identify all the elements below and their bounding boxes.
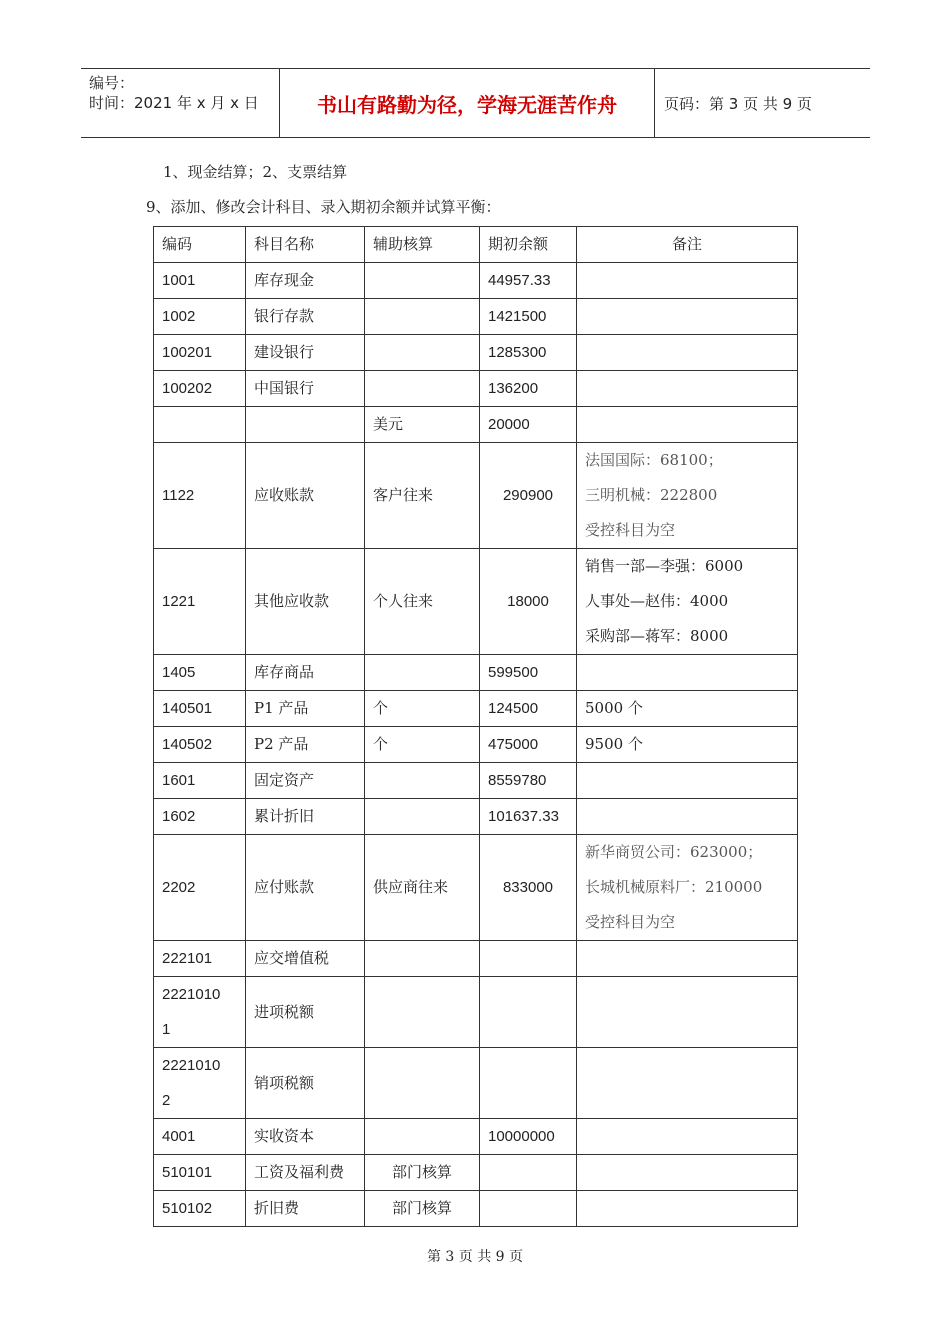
account-balance: 290900 [480,443,577,549]
table-row [154,1119,798,1155]
account-aux: 部门核算 [365,1155,480,1191]
settlement-line: 1、现金结算；2、支票结算 [163,163,348,181]
account-name: 库存商品 [246,655,365,691]
note-line: 新华商贸公司：623000； [585,843,763,861]
account-note [577,549,798,655]
account-code: 140501 [154,691,246,727]
account-code: 510102 [154,1191,246,1227]
account-code [154,1048,246,1119]
accounts-table [153,226,798,1227]
account-note [577,1191,798,1227]
account-balance: 599500 [480,655,577,691]
account-name: 应交增值税 [246,941,365,977]
account-aux: 客户往来 [365,443,480,549]
account-balance: 20000 [480,407,577,443]
account-name: 建设银行 [246,335,365,371]
header-balance: 期初余额 [480,227,577,263]
account-aux [365,1119,480,1155]
header-motto: 书山有路勤为径，学海无涯苦作舟 [280,69,655,137]
account-aux [365,371,480,407]
account-note [577,263,798,299]
account-name: 销项税额 [246,1048,365,1119]
header-note: 备注 [577,227,798,263]
account-aux [365,655,480,691]
account-note: 5000 个 [577,691,798,727]
account-balance [480,1191,577,1227]
account-name: 固定资产 [246,763,365,799]
note-line: 销售一部—李强：6000 [585,557,744,575]
number-label: 编号： [89,74,135,92]
account-aux: 个人往来 [365,549,480,655]
section-heading: 9、添加、修改会计科目、录入期初余额并试算平衡： [146,198,501,216]
code-line: 2 [162,1092,171,1109]
header-code: 编码 [154,227,246,263]
account-note [577,799,798,835]
account-note [577,371,798,407]
account-code: 2202 [154,835,246,941]
table-row [154,1191,798,1227]
account-code: 1221 [154,549,246,655]
account-note [577,1119,798,1155]
table-row [154,443,798,549]
account-aux [365,299,480,335]
account-name: 库存现金 [246,263,365,299]
account-aux: 部门核算 [365,1191,480,1227]
time-label: 时间：2021 年 x 月 x 日 [89,94,259,112]
account-name: 工资及福利费 [246,1155,365,1191]
account-balance [480,1155,577,1191]
account-code: 4001 [154,1119,246,1155]
account-aux [365,1048,480,1119]
header-aux: 辅助核算 [365,227,480,263]
account-balance: 136200 [480,371,577,407]
table-row [154,691,798,727]
account-aux: 美元 [365,407,480,443]
table-row [154,799,798,835]
account-code: 1122 [154,443,246,549]
table-row [154,1155,798,1191]
account-code: 1001 [154,263,246,299]
note-line: 受控科目为空 [585,521,676,539]
account-aux [365,799,480,835]
account-balance: 475000 [480,727,577,763]
account-note [577,335,798,371]
table-row [154,977,798,1048]
table-row [154,549,798,655]
account-note [577,1155,798,1191]
account-note [577,407,798,443]
account-balance: 10000000 [480,1119,577,1155]
table-row [154,407,798,443]
account-name: 折旧费 [246,1191,365,1227]
header-name: 科目名称 [246,227,365,263]
account-balance: 124500 [480,691,577,727]
note-line: 受控科目为空 [585,913,676,931]
account-code: 100201 [154,335,246,371]
table-header-row [154,227,798,263]
account-name: 其他应收款 [246,549,365,655]
account-code: 222101 [154,941,246,977]
account-balance: 1285300 [480,335,577,371]
note-line: 采购部—蒋军：8000 [585,627,729,645]
account-balance: 101637.33 [480,799,577,835]
account-code: 1601 [154,763,246,799]
account-note: 9500 个 [577,727,798,763]
note-line: 长城机械原料厂：210000 [585,878,763,896]
account-name: 银行存款 [246,299,365,335]
account-balance [480,1048,577,1119]
account-balance: 833000 [480,835,577,941]
table-row [154,299,798,335]
note-line: 三明机械：222800 [585,486,718,504]
account-aux: 供应商往来 [365,835,480,941]
table-row [154,655,798,691]
account-note [577,655,798,691]
account-name: 累计折旧 [246,799,365,835]
account-note [577,763,798,799]
page-footer: 第 3 页 共 9 页 [426,1249,524,1265]
note-line: 法国国际：68100； [585,451,723,469]
account-aux [365,335,480,371]
table-row [154,1048,798,1119]
table-row [154,835,798,941]
account-name: 中国银行 [246,371,365,407]
account-aux [365,263,480,299]
account-name: 应收账款 [246,443,365,549]
table-row [154,335,798,371]
account-note [577,299,798,335]
account-code: 510101 [154,1155,246,1191]
account-aux [365,941,480,977]
account-balance: 44957.33 [480,263,577,299]
table-row [154,727,798,763]
account-code: 100202 [154,371,246,407]
account-note [577,1048,798,1119]
table-row [154,371,798,407]
account-balance: 8559780 [480,763,577,799]
account-name: 应付账款 [246,835,365,941]
page-header [81,68,870,138]
account-name: 实收资本 [246,1119,365,1155]
account-note [577,443,798,549]
account-aux [365,977,480,1048]
code-line: 1 [162,1021,171,1038]
code-line: 2221010 [162,986,221,1003]
header-page-info: 页码：第 3 页 共 9 页 [664,94,812,113]
account-note [577,835,798,941]
account-aux [365,763,480,799]
account-code: 1405 [154,655,246,691]
account-code [154,407,246,443]
account-name: 进项税额 [246,977,365,1048]
account-name: P1 产品 [246,691,365,727]
table-row [154,763,798,799]
account-balance: 1421500 [480,299,577,335]
account-note [577,977,798,1048]
account-balance [480,941,577,977]
account-balance [480,977,577,1048]
account-note [577,941,798,977]
account-name: P2 产品 [246,727,365,763]
account-balance: 18000 [480,549,577,655]
account-code: 1002 [154,299,246,335]
account-code [154,977,246,1048]
table-row [154,263,798,299]
note-line: 人事处—赵伟：4000 [585,592,729,610]
account-aux: 个 [365,691,480,727]
account-code: 1602 [154,799,246,835]
code-line: 2221010 [162,1057,221,1074]
table-row [154,941,798,977]
account-aux: 个 [365,727,480,763]
header-left [81,69,280,137]
account-name [246,407,365,443]
account-code: 140502 [154,727,246,763]
